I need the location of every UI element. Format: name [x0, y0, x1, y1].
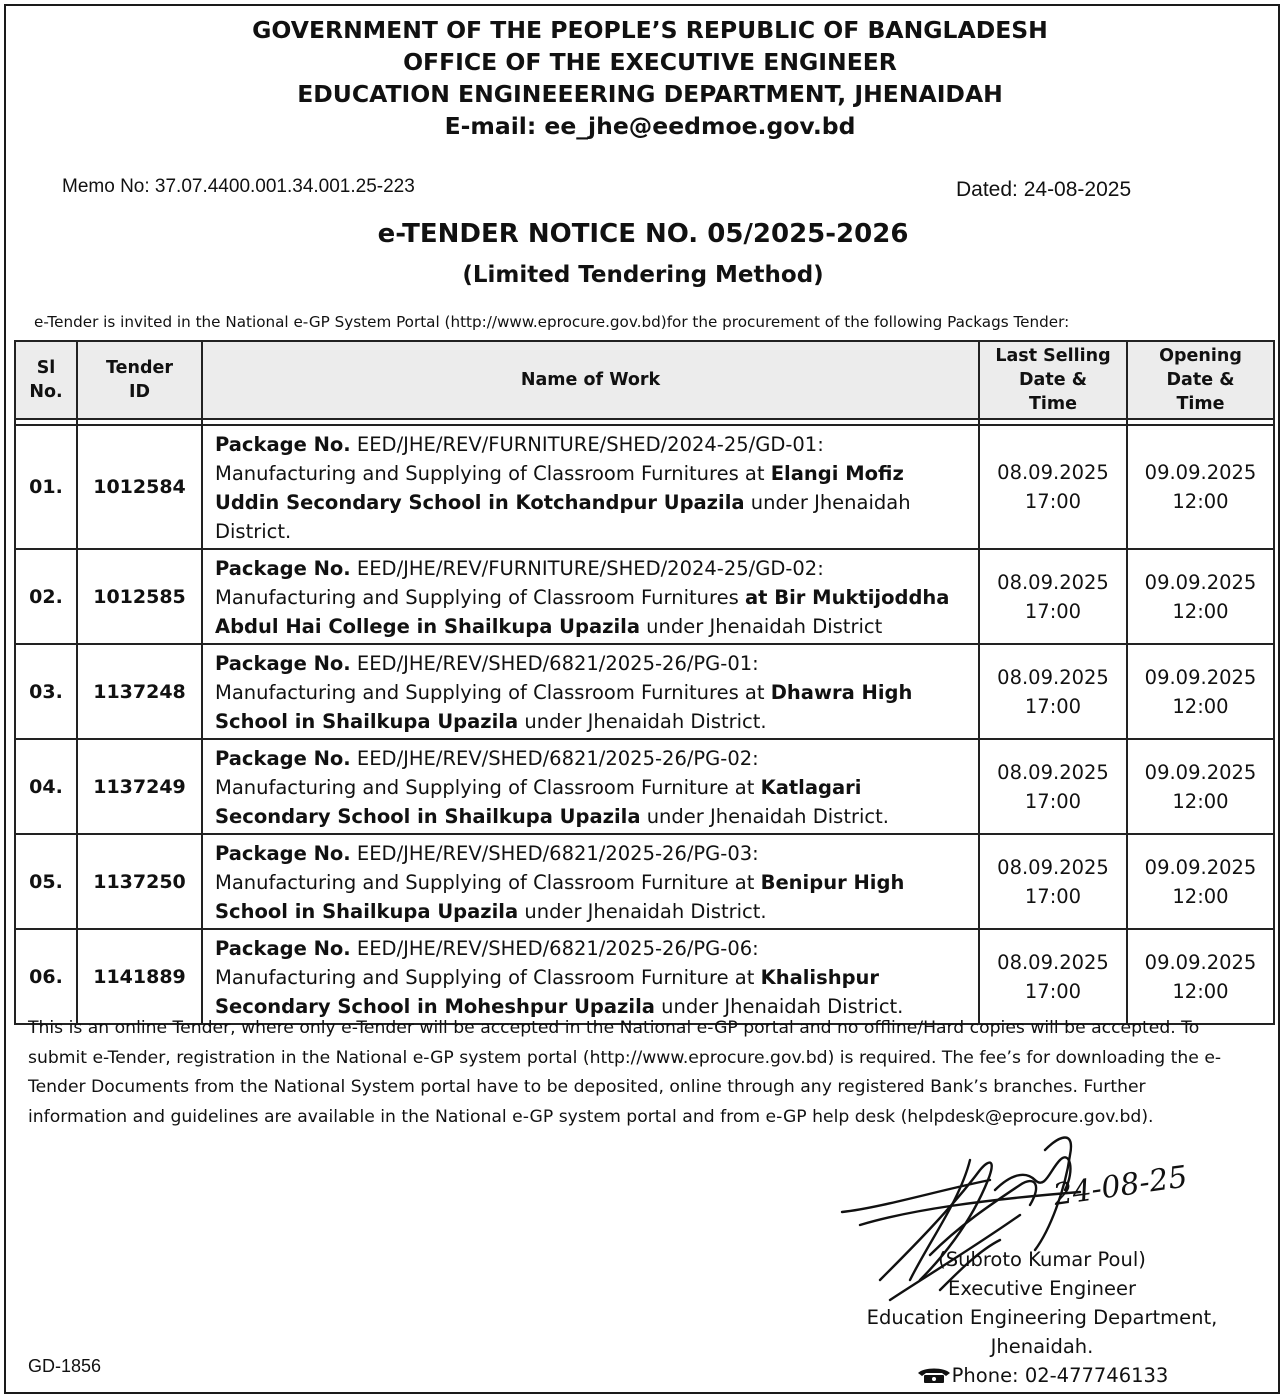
header-government: GOVERNMENT OF THE PEOPLE’S REPUBLIC OF BANGLADESH: [252, 16, 1048, 44]
signatory-block: [852, 1245, 1232, 1390]
last-selling-date: 08.09.2025: [997, 950, 1109, 974]
work-description: Manufacturing and Supplying of Classroom Furniture at: [215, 776, 761, 799]
package-number: EED/JHE/REV/SHED/6821/2025-26/PG-03:: [350, 842, 759, 865]
row-tender-id: 1141889: [77, 929, 202, 1024]
row-last-selling: [979, 834, 1127, 929]
package-label: Package No.: [215, 557, 351, 580]
table-row: [15, 644, 1274, 739]
letterhead: [0, 14, 1286, 142]
work-description: Manufacturing and Supplying of Classroom Furnitures: [215, 586, 745, 609]
last-selling-date: 08.09.2025: [997, 570, 1109, 594]
package-number: EED/JHE/REV/SHED/6821/2025-26/PG-02:: [350, 747, 759, 770]
opening-date: 09.09.2025: [1144, 855, 1257, 879]
notice-title: e-TENDER NOTICE NO. 05/2025-2026: [377, 219, 909, 249]
last-selling-date: 08.09.2025: [997, 760, 1109, 784]
package-label: Package No.: [215, 842, 351, 865]
opening-time: 12:00: [1172, 979, 1229, 1003]
opening-time: 12:00: [1172, 789, 1229, 813]
signature-date: 24-08-25: [1051, 1159, 1190, 1213]
intro-text: e-Tender is invited in the National e-GP System Portal (http://www.eprocure.gov.bd)for the procurement of the following Packags Tender:: [34, 313, 1070, 331]
table-row: [15, 929, 1274, 1024]
row-sl-number: 03.: [15, 644, 77, 739]
header-opening: Opening Date & Time: [1127, 341, 1274, 419]
row-work-description: [202, 739, 979, 834]
opening-time: 12:00: [1172, 490, 1229, 513]
work-description: Manufacturing and Supplying of Classroom Furnitures at: [215, 681, 771, 704]
table-row: [15, 549, 1274, 644]
row-last-selling: [979, 644, 1127, 739]
notice-method: (Limited Tendering Method): [462, 262, 824, 288]
header-work: Name of Work: [202, 341, 979, 419]
opening-date: 09.09.2025: [1144, 665, 1257, 689]
row-sl-number: 05.: [15, 834, 77, 929]
row-sl-number: 02.: [15, 549, 77, 644]
work-location: Benipur High School in Shailkupa Upazila: [215, 871, 905, 923]
row-tender-id: 1137249: [77, 739, 202, 834]
package-label: Package No.: [215, 433, 351, 456]
opening-date: 09.09.2025: [1144, 461, 1257, 484]
opening-date: 09.09.2025: [1144, 950, 1257, 974]
row-tender-id: 1137248: [77, 644, 202, 739]
row-last-selling: [979, 425, 1127, 549]
gd-number: GD-1856: [28, 1356, 102, 1376]
row-opening: [1127, 644, 1274, 739]
last-selling-time: 17:00: [1024, 979, 1082, 1003]
work-district: under Jhenaidah District.: [640, 805, 889, 828]
header-tender-id: Tender ID: [77, 341, 202, 419]
last-selling-time: 17:00: [1024, 490, 1082, 513]
telephone-icon: [916, 1366, 952, 1384]
row-opening: [1127, 425, 1274, 549]
last-selling-date: 08.09.2025: [997, 855, 1109, 879]
header-last-selling: Last Selling Date & Time: [979, 341, 1127, 419]
signatory-department: Education Engineering Department,: [866, 1306, 1218, 1329]
work-location: Dhawra High School in Shailkupa Upazila: [215, 681, 913, 733]
signatory-name: (Subroto Kumar Poul): [938, 1248, 1146, 1271]
tender-instructions: This is an online Tender, where only e-Tender will be accepted in the National e-GP portal and no offline/Hard copies will be accepted. To submit e-Tender, registration in the National e-GP system portal (http://www.eprocure.gov.bd) is required. The fee’s for downloading the e-Tender Documents from the National System portal have to be deposited, online through any registered Bank’s branches. Further information and guidelines are available in the National e-GP system portal and from e-GP help desk (helpdesk@eprocure.gov.bd).: [28, 1018, 1222, 1127]
last-selling-time: 17:00: [1024, 789, 1082, 813]
row-work-description: [202, 425, 979, 549]
header-email: E-mail: ee_jhe@eedmoe.gov.bd: [444, 112, 856, 140]
row-tender-id: 1137250: [77, 834, 202, 929]
table-header-row: [15, 341, 1274, 419]
work-description: Manufacturing and Supplying of Classroom Furniture at: [215, 871, 761, 894]
opening-date: 09.09.2025: [1144, 570, 1257, 594]
row-last-selling: [979, 549, 1127, 644]
package-label: Package No.: [215, 652, 351, 675]
row-work-description: [202, 549, 979, 644]
signatory-title: Executive Engineer: [948, 1277, 1136, 1300]
work-description: Manufacturing and Supplying of Classroom Furnitures at: [215, 462, 771, 485]
work-district: under Jhenaidah District.: [518, 900, 767, 923]
memo-number: Memo No: 37.07.4400.001.34.001.25-223: [62, 176, 415, 197]
work-district: under Jhenaidah District.: [654, 995, 904, 1018]
package-label: Package No.: [215, 747, 351, 770]
last-selling-time: 17:00: [1024, 884, 1082, 908]
row-work-description: [202, 644, 979, 739]
table-row: [15, 834, 1274, 929]
row-last-selling: [979, 929, 1127, 1024]
row-opening: [1127, 739, 1274, 834]
row-sl-number: 06.: [15, 929, 77, 1024]
signatory-city: Jhenaidah.: [990, 1335, 1094, 1358]
work-description: Manufacturing and Supplying of Classroom Furniture at: [215, 966, 761, 989]
package-label: Package No.: [215, 937, 351, 960]
table-row: [15, 739, 1274, 834]
package-number: EED/JHE/REV/SHED/6821/2025-26/PG-06:: [350, 937, 759, 960]
last-selling-date: 08.09.2025: [997, 461, 1109, 484]
work-district: under Jhenaidah District: [639, 615, 883, 638]
table-row: [15, 425, 1274, 549]
opening-time: 12:00: [1172, 599, 1229, 623]
tender-table: [14, 340, 1275, 1025]
work-district: under Jhenaidah District.: [215, 491, 911, 543]
signatory-phone: Phone: 02-477746133: [852, 1361, 1232, 1390]
row-opening: [1127, 929, 1274, 1024]
opening-time: 12:00: [1172, 884, 1229, 908]
work-location: Khalishpur Secondary School in Moheshpur Upazila: [215, 966, 880, 1018]
header-office: OFFICE OF THE EXECUTIVE ENGINEER: [403, 48, 897, 76]
row-sl-number: 04.: [15, 739, 77, 834]
package-number: EED/JHE/REV/SHED/6821/2025-26/PG-01:: [350, 652, 759, 675]
memo-date: Dated: 24-08-2025: [956, 178, 1132, 201]
last-selling-date: 08.09.2025: [997, 665, 1109, 689]
work-location: Elangi Mofiz Uddin Secondary School in Kotchandpur Upazila: [215, 462, 904, 514]
row-opening: [1127, 834, 1274, 929]
last-selling-time: 17:00: [1024, 599, 1082, 623]
header-sl: Sl No.: [15, 341, 77, 419]
row-tender-id: 1012585: [77, 549, 202, 644]
opening-date: 09.09.2025: [1144, 760, 1257, 784]
row-work-description: [202, 929, 979, 1024]
last-selling-time: 17:00: [1024, 694, 1082, 718]
work-district: under Jhenaidah District.: [518, 710, 767, 733]
opening-time: 12:00: [1172, 694, 1229, 718]
row-opening: [1127, 549, 1274, 644]
row-last-selling: [979, 739, 1127, 834]
row-tender-id: 1012584: [77, 425, 202, 549]
package-number: EED/JHE/REV/FURNITURE/SHED/2024-25/GD-02:: [350, 557, 824, 580]
row-sl-number: 01.: [15, 425, 77, 549]
work-location: at Bir Muktijoddha Abdul Hai College in Shailkupa Upazila: [215, 586, 950, 638]
header-department: EDUCATION ENGINEEERING DEPARTMENT, JHENAIDAH: [297, 80, 1003, 108]
package-number: EED/JHE/REV/FURNITURE/SHED/2024-25/GD-01:: [350, 433, 824, 456]
work-location: Katlagari Secondary School in Shailkupa Upazila: [215, 776, 862, 828]
row-work-description: [202, 834, 979, 929]
